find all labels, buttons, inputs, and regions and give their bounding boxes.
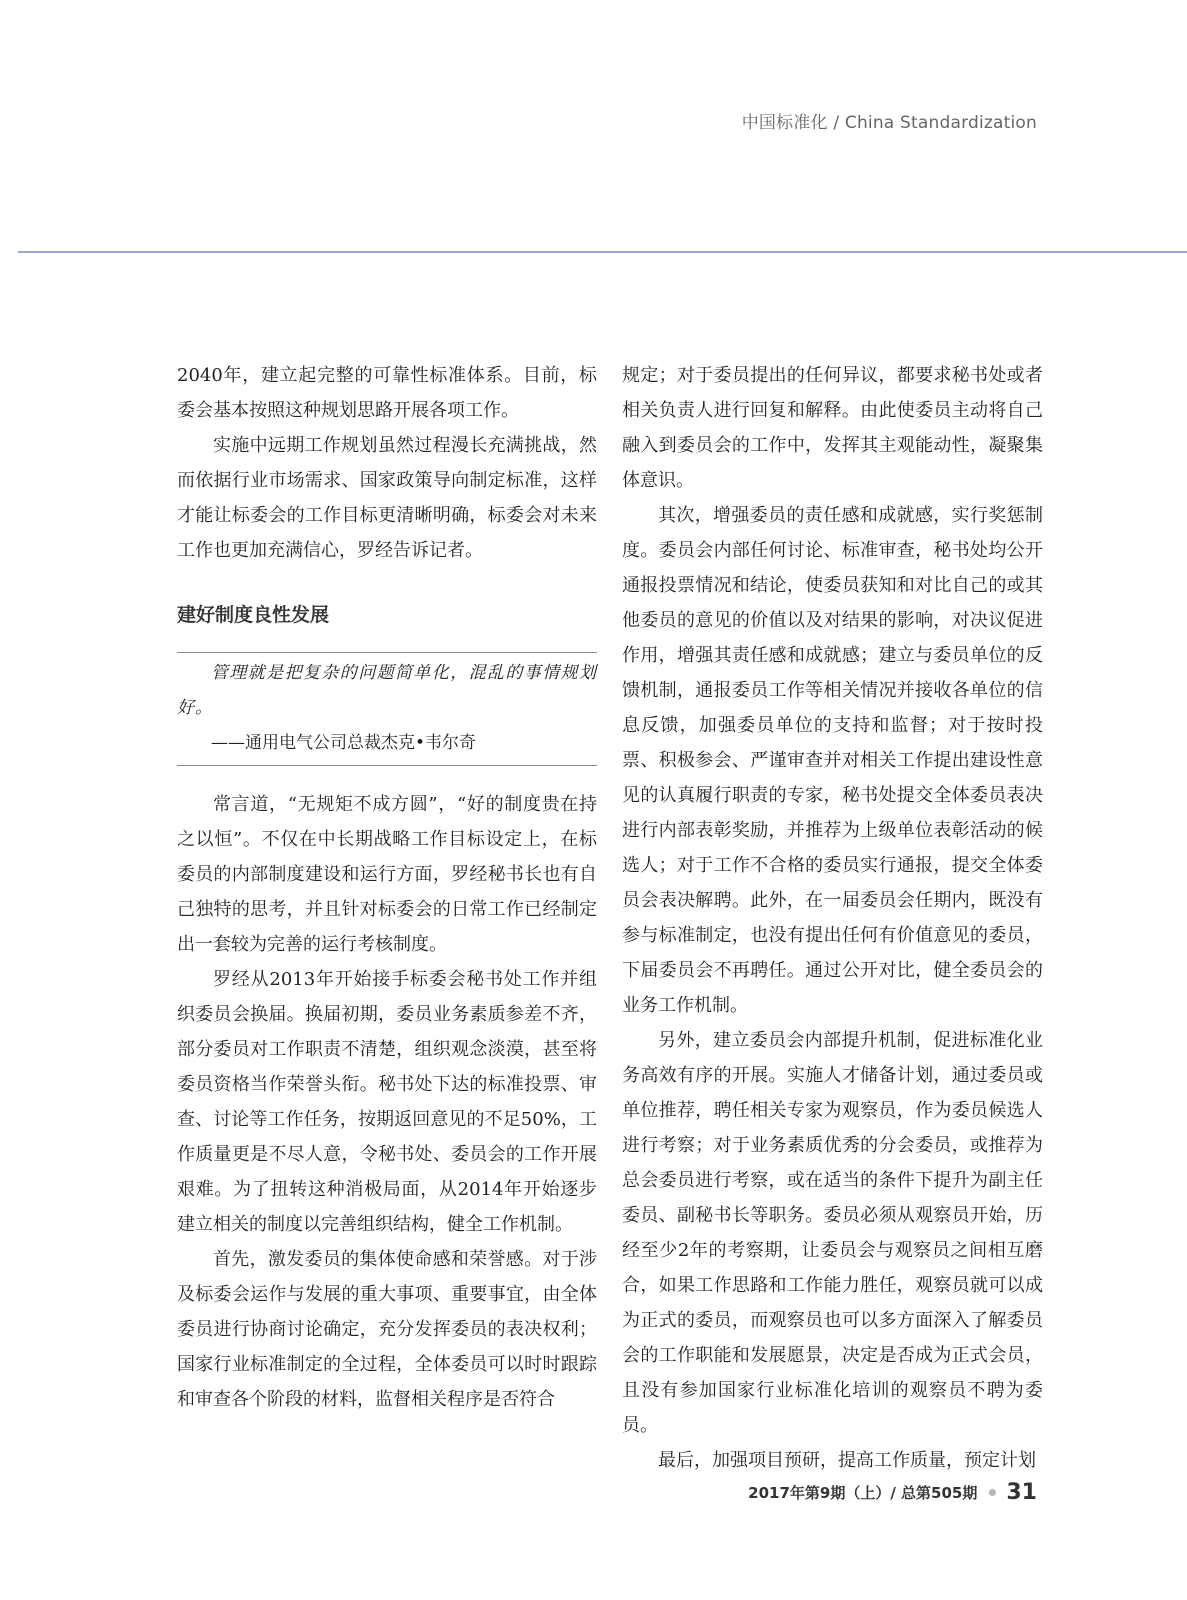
- paragraph-right-2: 其次，增强委员的责任感和成就感，实行奖惩制度。委员会内部任何讨论、标准审查，秘书处均公开通报投票情况和结论，使委员获知和对比自己的或其他委员的意见的价值以及对结果的影响，对决议促进作用，增强其责任感和成就感；建立与委员单位的反馈机制，通报委员工作等相关情况并接收各单位的信息反馈，加强委员单位的支持和监督；对于按时投票、积极参会、严谨审查并对相关工作提出建设性意见的认真履行职责的专家，秘书处提交全体委员表决进行内部表彰奖励，并推荐为上级单位表彰活动的候选人；对于工作不合格的委员实行通报，提交全体委员会表决解聘。此外，在一届委员会任期内，既没有参与标准制定，也没有提出任何有价值意见的委员，下届委员会不再聘任。通过公开对比，健全委员会的业务工作机制。: [622, 505, 1043, 1016]
- paragraph-right-1: 规定；对于委员提出的任何异议，都要求秘书处或者相关负责人进行回复和解释。由此使委员主动将自己融入到委员会的工作中，发挥其主观能动性，凝聚集体意识。: [622, 365, 1043, 491]
- right-column: [622, 358, 1043, 1478]
- paragraph-left-3: 常言道，“无规矩不成方圆”，“好的制度贵在持之以恒”。不仅在中长期战略工作目标设定上，在标委员的内部制度建设和运行方面，罗经秘书长也有自己独特的思考，并且针对标委会的日常工作已经制定出一套较为完善的运行考核制度。: [177, 794, 597, 955]
- paragraph-right-3: 另外，建立委员会内部提升机制，促进标准化业务高效有序的开展。实施人才储备计划，通过委员或单位推荐，聘任相关专家为观察员，作为委员候选人进行考察；对于业务素质优秀的分会委员，或推荐为总会委员进行考察，或在适当的条件下提升为副主任委员、副秘书长等职务。委员必须从观察员开始，历经至少2年的考察期，让委员会与观察员之间相互磨合，如果工作思路和工作能力胜任，观察员就可以成为正式的委员，而观察员也可以多方面深入了解委员会的工作职能和发展愿景，决定是否成为正式会员，且没有参加国家行业标准化培训的观察员不聘为委员。: [622, 1030, 1043, 1436]
- running-header: 中国标准化 / China Standardization: [741, 113, 1037, 133]
- quote-rule-bottom: [177, 765, 597, 766]
- page-number: 31: [1006, 1480, 1037, 1505]
- left-column: [177, 358, 597, 1417]
- page-footer: [748, 1480, 1037, 1505]
- paragraph-left-2: 实施中远期工作规划虽然过程漫长充满挑战，然而依据行业市场需求、国家政策导向制定标准，这样才能让标委会的工作目标更清晰明确，标委会对未来工作也更加充满信心，罗经告诉记者。: [177, 435, 597, 561]
- section-heading: 建好制度良性发展: [177, 604, 330, 626]
- pull-quote: [177, 653, 597, 765]
- paragraph-left-1: 2040年，建立起完整的可靠性标准体系。目前，标委会基本按照这种规划思路开展各项工作。: [177, 365, 597, 421]
- pull-quote-text: 管理就是把复杂的问题简单化，混乱的事情规划好。: [177, 663, 597, 718]
- paragraph-right-4: 最后，加强项目预研，提高工作质量，预定计划: [658, 1450, 1036, 1471]
- footer-dot-icon: [989, 1489, 996, 1496]
- footer-issue: 2017年第9期（上）/ 总第505期: [748, 1484, 978, 1502]
- paragraph-left-5: 首先，激发委员的集体使命感和荣誉感。对于涉及标委会运作与发展的重大事项、重要事宜，由全体委员进行协商讨论确定，充分发挥委员的表决权利；国家行业标准制定的全过程，全体委员可以时时跟踪和审查各个阶段的材料，监督相关程序是否符合: [177, 1249, 597, 1410]
- paragraph-left-4: 罗经从2013年开始接手标委会秘书处工作并组织委员会换届。换届初期，委员业务素质参差不齐，部分委员对工作职责不清楚，组织观念淡漠，甚至将委员资格当作荣誉头衔。秘书处下达的标准投票、审查、讨论等工作任务，按期返回意见的不足50%，工作质量更是不尽人意，令秘书处、委员会的工作开展艰难。为了扭转这种消极局面，从2014年开始逐步建立相关的制度以完善组织结构，健全工作机制。: [177, 969, 597, 1235]
- header-rule: [18, 251, 1187, 253]
- pull-quote-source: ——通用电气公司总裁杰克•韦尔奇: [211, 733, 477, 753]
